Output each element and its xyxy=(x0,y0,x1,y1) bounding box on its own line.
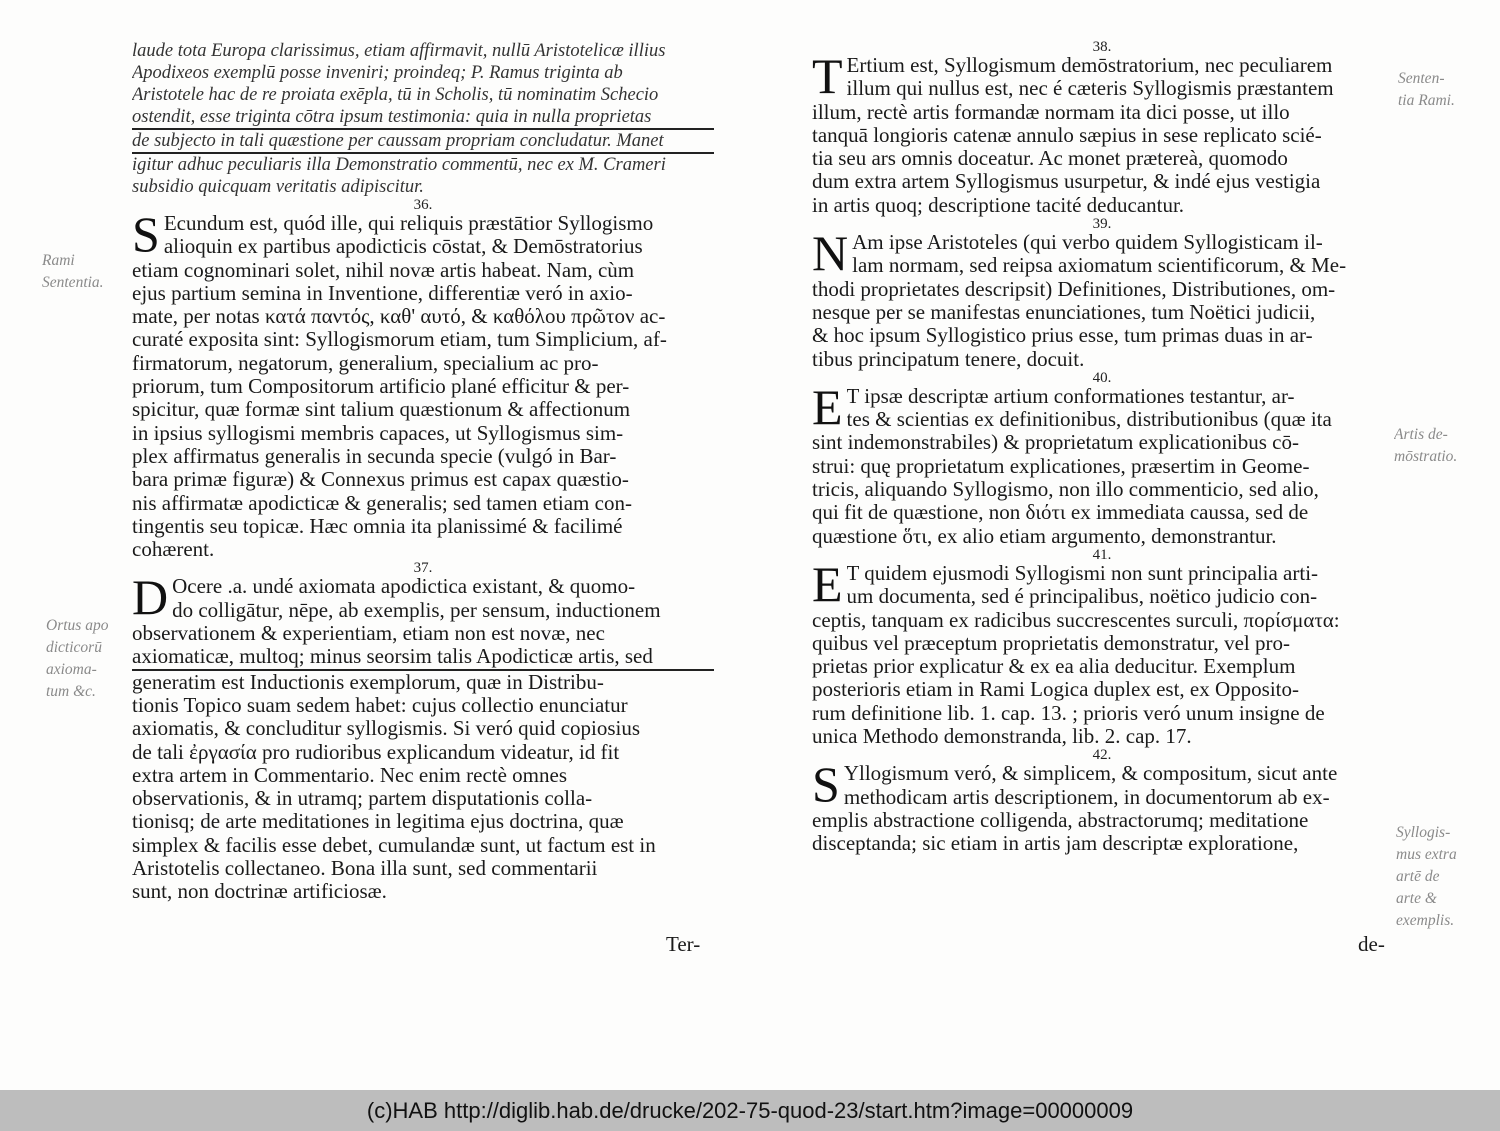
margin-line: Artis de- xyxy=(1394,426,1448,443)
text-line: tingentis seu topicæ. Hæc omnia ita planissimé & facilimé xyxy=(132,514,623,538)
text-line: nis affirmatæ apodicticæ & generalis; sed tamen etiam con- xyxy=(132,491,632,515)
text-line: mate, per notas κατά παντός, καθ' αυτό, & καθόλου πρῶτον ac- xyxy=(132,305,666,329)
margin-line: Syllogis- xyxy=(1396,824,1451,841)
drop-cap: D xyxy=(132,569,169,626)
text-line: Am ipse Aristoteles (qui verbo quidem Syllogisticam il- xyxy=(852,231,1323,255)
paragraph-40 xyxy=(812,378,1392,548)
margin-line: Rami xyxy=(42,252,75,269)
text-line: quæstione ὅτι, ex alio etiam argumento, demonstrantur. xyxy=(812,524,1277,548)
text-line: & hoc ipsum Syllogistico prius esse, tum primas duas in ar- xyxy=(812,324,1313,348)
margin-note-artis-demonstratio xyxy=(1394,424,1484,468)
text-line: strui: quę proprietatum explicationes, præsertim in Geome- xyxy=(812,454,1310,478)
margin-line: arte & xyxy=(1396,890,1437,907)
margin-line: axioma- xyxy=(46,661,97,678)
text-line: observationis, & in utramq; partem disputationis colla- xyxy=(132,787,593,811)
margin-line: Senten- xyxy=(1398,70,1445,87)
text-line: Ocere .a. undé axiomata apodictica existant, & quomo- xyxy=(172,575,636,599)
text-line: dum extra artem Syllogismus usurpetur, & indé ejus vestigia xyxy=(812,170,1321,194)
paragraph-42 xyxy=(812,756,1392,856)
text-line: etiam cognominari solet, nihil novæ artis habeat. Nam, cùm xyxy=(132,258,635,282)
text-line: in artis quoq; descriptione tacité deducantur. xyxy=(812,193,1185,217)
text-line: prietas prior explicatur & ex ea alia deducitur. Exemplum xyxy=(812,655,1296,679)
text-line: in ipsius syllogismi membris capaces, ut Syllogismus sim- xyxy=(132,421,624,445)
section-number: 36. xyxy=(413,197,433,213)
margin-line: exemplis. xyxy=(1396,912,1455,929)
section-number: 41. xyxy=(1092,546,1112,563)
text-line: ostendit, esse triginta cōtra ipsum testimonia: quia in nulla proprietas xyxy=(132,106,714,130)
text-line: do colligātur, nēpe, ab exemplis, per sensum, inductionem xyxy=(172,598,661,622)
text-line: ejus partium semina in Inventione, differentiæ veró in axio- xyxy=(132,281,633,305)
drop-cap: E xyxy=(812,555,843,612)
section-number: 42. xyxy=(1092,747,1112,764)
text-line: tia seu ars omnis doceatur. Ac monet prætereà, quomodo xyxy=(812,147,1288,171)
margin-line: dicticorū xyxy=(46,639,102,656)
text-line: simplex & facilis esse debet, cumulandæ sunt, ut factum est in xyxy=(132,833,656,857)
text-line: quibus vel præceptum proprietatis demonstratur, vel pro- xyxy=(812,631,1290,655)
drop-cap: S xyxy=(812,756,840,813)
text-line: bara primæ figuræ) & Connexus primus est capax quæstio- xyxy=(132,468,629,492)
copyright-footer: (c)HAB http://diglib.hab.de/drucke/202-75-quod-23/start.htm?image=00000009 xyxy=(0,1090,1500,1131)
text-line: Ecundum est, quód ille, qui reliquis præstātior Syllogismo xyxy=(163,212,654,235)
margin-note-sententia-rami xyxy=(1398,68,1488,112)
text-line: priorum, tum Compositorum artificio plané efficitur & per- xyxy=(132,375,630,399)
text-line: Yllogismum veró, & simplicem, & compositum, sicut ante xyxy=(843,762,1338,786)
text-line: T ipsæ descriptæ artium conformationes testantur, ar- xyxy=(846,384,1295,408)
text-line: unica Methodo demonstranda, lib. 2. cap. 17. xyxy=(812,725,1192,749)
text-line: alioquin ex partibus apodicticis cōstat, & Demōstratorius xyxy=(163,235,643,259)
margin-line: Ortus apo xyxy=(46,617,109,634)
text-line: tricis, aliquando Syllogismo, non illo commenticio, sed alio, xyxy=(812,478,1319,502)
margin-line: Sententia. xyxy=(42,274,104,291)
text-line: Aristotele hac de re proiata exēpla, tū in Scholis, tū nominatim Schecio xyxy=(132,85,659,105)
text-line: um documenta, sed é principalibus, noëtico judicio con- xyxy=(846,585,1318,609)
margin-line: artē de xyxy=(1396,868,1440,885)
text-line: cohærent. xyxy=(132,538,215,562)
text-line: illum, rectè artis formandæ normam ita dici posse, ut illo xyxy=(812,100,1290,124)
right-page xyxy=(812,40,1392,856)
left-top-italic-paragraph xyxy=(132,40,714,198)
section-number: 39. xyxy=(1092,216,1112,233)
text-line: qui fit de quæstione, non διότι ex immediata caussa, sed de xyxy=(812,501,1309,525)
text-line: Apodixeos exemplū posse inveniri; proindeq; P. Ramus triginta ab xyxy=(132,63,623,83)
text-line: Ertium est, Syllogismum demōstratorium, nec peculiarem xyxy=(846,54,1333,77)
left-page xyxy=(132,40,714,904)
catchword-left: Ter- xyxy=(666,932,701,956)
text-line: illum qui nullus est, nec é cæteris Syllogismis præstantem xyxy=(846,77,1334,101)
section-number: 38. xyxy=(1092,39,1112,55)
text-line: tionisq; de arte meditationes in legitima ejus doctrina, quæ xyxy=(132,810,624,834)
catchword-right: de- xyxy=(1358,932,1385,956)
margin-note-syllogismus-extra xyxy=(1396,822,1486,932)
text-line: tanquā longioris catenæ annulo sæpius in sese replicato scié- xyxy=(812,123,1322,147)
text-line: spicitur, quæ formæ sint talium quæstionum & affectionum xyxy=(132,398,631,422)
text-line: generatim est Inductionis exemplorum, quæ in Distribu- xyxy=(132,670,604,694)
text-line: axiomaticæ, multoq; minus seorsim talis Apodicticæ artis, sed xyxy=(132,645,714,670)
drop-cap: S xyxy=(132,206,160,262)
text-line: tibus principatum tenere, docuit. xyxy=(812,347,1085,371)
text-line: tionis Topico suam sedem habet: cujus collectio enunciatur xyxy=(132,693,628,717)
margin-line: mōstratio. xyxy=(1394,448,1458,465)
section-number: 40. xyxy=(1092,369,1112,386)
text-line: extra artem in Commentario. Nec enim rectè omnes xyxy=(132,763,568,787)
text-line: ceptis, tanquam ex radicibus succrescentes surculi, πορίσματα: xyxy=(812,608,1340,632)
text-line: sint indemonstrabiles) & proprietatum explicationibus cō- xyxy=(812,431,1299,455)
text-line: thodi proprietates descripsit) Definitiones, Distributiones, om- xyxy=(812,277,1336,301)
paragraph-37 xyxy=(132,569,714,904)
drop-cap: T xyxy=(812,48,843,104)
text-line: sunt, non doctrinæ artificiosæ. xyxy=(132,880,387,904)
text-line: emplis abstractione colligenda, abstractorumq; meditatione xyxy=(812,808,1309,832)
text-line: T quidem ejusmodi Syllogismi non sunt principalia arti- xyxy=(846,561,1319,585)
margin-line: tia Rami. xyxy=(1398,92,1455,109)
paragraph-41 xyxy=(812,555,1392,749)
drop-cap: N xyxy=(812,225,849,282)
text-line: firmatorum, negatorum, generalium, specialium ac pro- xyxy=(132,351,599,375)
text-line: de subjecto in tali quæstione per caussam propriam concludatur. Manet xyxy=(132,130,714,154)
drop-cap: E xyxy=(812,378,843,435)
paragraph-36 xyxy=(132,206,714,562)
paragraph-39 xyxy=(812,225,1392,371)
text-line: observationem & experientiam, etiam non est novæ, nec xyxy=(132,622,605,646)
margin-line: mus extra xyxy=(1396,846,1457,863)
text-line: lam normam, sed reipsa axiomatum scientificorum, & Me- xyxy=(852,254,1347,278)
text-line: de tali ἐργασία pro rudioribus explicandum videatur, id fit xyxy=(132,740,620,764)
text-line: Aristotelis collectaneo. Bona illa sunt, sed commentarii xyxy=(132,857,598,881)
text-line: nesque per se manifestas enunciationes, tum Noëtici judicii, xyxy=(812,300,1316,324)
text-line: axiomatis, & concluditur syllogismis. Si veró quid copiosius xyxy=(132,717,641,741)
text-line: tes & scientias ex definitionibus, distributionibus (quæ ita xyxy=(846,408,1332,432)
text-line: posterioris etiam in Rami Logica duplex est, ex Opposito- xyxy=(812,678,1299,702)
text-line: laude tota Europa clarissimus, etiam affirmavit, nullū Aristotelicæ illius xyxy=(132,41,666,61)
text-line: methodicam artis descriptionem, in documentorum ab ex- xyxy=(843,785,1330,809)
paragraph-38 xyxy=(812,48,1392,217)
section-number: 37. xyxy=(413,560,433,577)
text-line: curaté exposita sint: Syllogismorum etiam, tum Simplicium, af- xyxy=(132,328,667,352)
margin-note-ortus-apodicticorum xyxy=(46,615,136,703)
text-line: plex affirmatus generalis in secunda specie (vulgó in Bar- xyxy=(132,444,617,468)
text-line: disceptanda; sic etiam in artis jam descriptæ exploratione, xyxy=(812,832,1299,856)
text-line: rum definitione lib. 1. cap. 13. ; prioris veró unum insigne de xyxy=(812,701,1325,725)
text-line: igitur adhuc peculiaris illa Demonstratio commentū, nec ex M. Crameri xyxy=(132,155,666,175)
text-line: subsidio quicquam veritatis adipiscitur. xyxy=(132,177,424,197)
margin-note-rami-sententia xyxy=(42,250,132,294)
margin-line: tum &c. xyxy=(46,683,96,700)
